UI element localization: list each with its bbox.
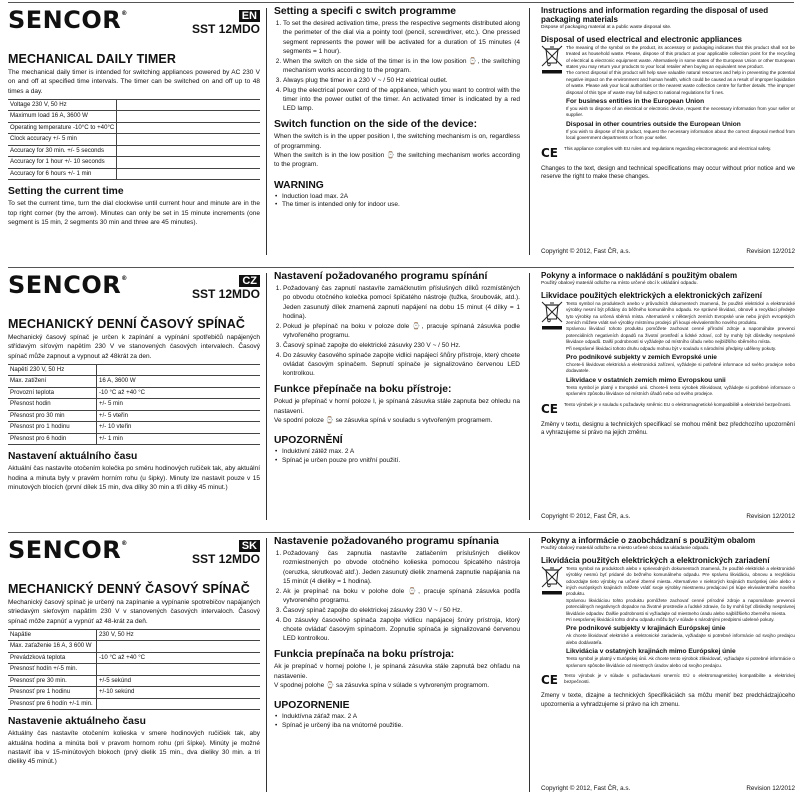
crossed-bin-icon xyxy=(541,301,563,333)
column-divider xyxy=(266,273,267,520)
spec-value xyxy=(97,664,261,676)
spec-label: Accuracy for 1 hour +/- 10 seconds xyxy=(8,157,117,169)
header xyxy=(8,0,260,52)
outside-eu-heading: Likvidácia v ostatných krajinách mimo Európskej únie xyxy=(566,648,736,656)
program-heading: Setting a specifi c switch programme xyxy=(274,6,456,17)
spec-label: Přesnost pro 6 hodin xyxy=(8,433,97,445)
column-program xyxy=(274,265,520,530)
list-item: 4. Plug the electrical power cord of the appliance, which you want to control with the timer into the power outlet of the timer. An activated timer is indicated by a red LED lamp. xyxy=(283,86,520,114)
ce-mark-icon: CE xyxy=(541,401,559,416)
program-steps xyxy=(274,549,520,643)
spec-value xyxy=(97,698,261,710)
footer xyxy=(541,513,795,520)
list-item: • Induktívna záťaž max. 2 A xyxy=(282,713,520,722)
spec-row xyxy=(8,399,260,411)
crossed-bin-icon xyxy=(541,45,563,77)
warning-heading: UPOZORNENIE xyxy=(274,700,350,712)
list-item: 4. Do zásuvky časového spínače zapojte vidlici napájecí šňůry přístroje, který chcete ovládat časovým spínačem. Sepnutí spínače je signalizováno červenou LED kontrolkou. xyxy=(283,351,520,379)
footer xyxy=(541,248,795,255)
outside-eu-text: If you wish to dispose of this product, request the necessary information about the correct disposal method from local government departments or from your seller. xyxy=(566,128,795,141)
spec-row xyxy=(8,157,260,169)
revision: Revision 12/2012 xyxy=(746,785,795,792)
ce-text: This appliance complies with EU rules and regulations regarding electromagnetic and electrical safety. xyxy=(564,145,772,151)
changes-text: Zmeny v texte, dizajne a technických špecifikáciách sa môžu meniť bez predchádzajúceho upozornenia a vyhradzujeme si právo na ich zmenu. xyxy=(541,693,795,708)
copyright: Copyright © 2012, Fast ČR, a.s. xyxy=(541,513,631,520)
column-intro xyxy=(8,0,260,265)
switch-heading: Switch function on the side of the device: xyxy=(274,119,478,131)
spec-value xyxy=(117,134,260,146)
spec-label: Accuracy for 30 min. +/- 5 seconds xyxy=(8,145,117,157)
list-item: 1. Požadovaný čas zapnutia nastavíte zatlačením príslušných dielikov rozmiestnených po obvode otočného kolieska pomocou špicatého nástroja (ceruzka, skrutkovač atď.). Jeden zasunutý dielik znamená zapnutie napájania na 15 minút (4 dieliky = 1 hodina). xyxy=(283,549,520,586)
spec-table xyxy=(8,629,260,711)
column-intro xyxy=(8,265,260,530)
weee-block xyxy=(541,566,795,669)
spec-label: Přesnost pro 30 min xyxy=(8,410,97,422)
weee-text: Tento symbol na produktoch alebo v sprievodných dokumentoch znamená, že použité elektrické a elektronické výrobky nesmú byť pridané do bežného komunálneho odpadu. Pre správnu likvidáciu, obnovu a recykláciu odovzdajte tieto výrobky na určené zberné miesta. Alternatívne v niektorých krajinách Európskej únie alebo v iných európskych krajinách môžete vrátiť svoje výrobky miestnemu predajcovi pri kúpe ekvivalentného nového produktu. xyxy=(566,565,795,597)
disposal-heading: Pokyny a informace o nakládání s použitým obalem xyxy=(541,271,738,280)
spec-label: Presnosť pre 30 min. xyxy=(8,675,97,687)
column-disposal xyxy=(541,265,795,530)
spec-row xyxy=(8,145,260,157)
spec-label: Max. zatížení xyxy=(8,376,97,388)
weee-text-3: Při nesprávné likvidaci tohoto druhu odpadu mohou být v souladu s národními předpisy uděleny pokuty. xyxy=(566,345,777,351)
spec-row xyxy=(8,629,260,641)
spec-label: Max. zaťaženie 16 A, 3 600 W xyxy=(8,641,97,653)
ce-block xyxy=(541,673,795,687)
packaging-text: Použitý obalový materiál odložte na miesto určené obcou na ukladanie odpadu. xyxy=(541,546,710,551)
warning-list xyxy=(274,448,520,465)
copyright: Copyright © 2012, Fast ČR, a.s. xyxy=(541,248,631,255)
weee-text-block xyxy=(566,45,795,142)
ce-mark-icon: CE xyxy=(541,673,559,688)
weee-heading: Likvidácia použitých elektrických a elektronických zariadení xyxy=(541,555,770,565)
list-item: 2. Ak je prepínač na boku v polohe dole ⌚, pracuje spínaná zásuvka podľa vytvoreného programu. xyxy=(283,587,520,606)
spec-value: -10 °C až +40 °C xyxy=(97,387,261,399)
list-item: • Spínač je určen pouze pro vnitřní použití. xyxy=(282,457,520,466)
set-time-heading: Setting the current time xyxy=(8,186,124,198)
column-disposal xyxy=(541,0,795,265)
spec-value xyxy=(117,145,260,157)
weee-text-block xyxy=(566,566,795,669)
weee-heading: Disposal of used electrical and electronic appliances xyxy=(541,34,742,44)
language-section-en xyxy=(0,0,802,265)
spec-label: Napětí 230 V, 50 Hz xyxy=(8,364,97,376)
spec-row xyxy=(8,387,260,399)
footer xyxy=(541,785,795,792)
spec-label: Presnosť pre 6 hodín +/-1 min. xyxy=(8,698,97,710)
spec-label: Clock accuracy +/- 5 min xyxy=(8,134,117,146)
weee-block xyxy=(541,301,795,398)
business-text: If you wish to dispose of an electrical or electronic device, request the necessary information from your seller or supplier. xyxy=(566,106,795,118)
packaging-text: Dispose of packaging material at a public waste disposal site. xyxy=(541,25,672,30)
warning-heading: UPOZORNĚNÍ xyxy=(274,435,343,447)
spec-row xyxy=(8,641,260,653)
copyright: Copyright © 2012, Fast ČR, a.s. xyxy=(541,785,631,792)
list-item: 1. To set the desired activation time, press the respective segments distributed along the perimeter of the dial via a pointy tool (pencil, screwdriver, etc.). One pressed segment represents the power will be activated for a duration of 15 minutes (4 segments = 1 hour). xyxy=(283,19,520,56)
weee-text-2: Správnou likvidáciou tohto produktu pomôžete zachovať cenné prírodné zdroje a napomáhate prevencii potenciálnych negatívnych dopadov na životné prostredie a ľudské zdravie, čo by mohli byť dôsledky nesprávnej likvidácie odpadov. Ďalšie podrobnosti si vyžiadajte od miestneho úradu alebo najbližšieho zberného miesta. xyxy=(566,597,795,616)
column-intro xyxy=(8,530,260,802)
warning-list xyxy=(274,713,520,730)
switch-text-upper: Pokud je přepínač v horní poloze I, je spínaná zásuvka stále zapnuta bez ohledu na nastavení. xyxy=(274,398,520,415)
spec-value xyxy=(117,157,260,169)
business-text: Chcete-li likvidovat elektrická a elektronická zařízení, vyžádejte si potřebné informace od svého prodejce nebo dodavatele. xyxy=(566,362,795,374)
column-program xyxy=(274,530,520,802)
spec-label: Presnosť hodín +/-5 min. xyxy=(8,664,97,676)
ce-text: Tento výrobek je v souladu s požadavky směrnic EU o elektromagnetické kompatibilitě a elektrické bezpečnosti. xyxy=(564,401,792,407)
spec-label: Provozní teplota xyxy=(8,387,97,399)
product-title: MECHANICKÝ DENNÍ ČASOVÝ SPÍNAČ xyxy=(8,317,246,331)
revision: Revision 12/2012 xyxy=(746,248,795,255)
program-heading: Nastavení požadovaného programu spínání xyxy=(274,271,488,282)
spec-value: 16 A, 3600 W xyxy=(97,376,261,388)
header xyxy=(8,265,260,317)
program-heading: Nastavenie požadovaného programu spínania xyxy=(274,536,499,547)
switch-text-lower: When the switch is in the low position ⌚ the switching mechanism works according to the program. xyxy=(274,152,520,169)
product-title: MECHANICAL DAILY TIMER xyxy=(8,52,176,66)
warning-heading: WARNING xyxy=(274,179,324,191)
set-time-text: Aktuálny čas nastavíte otočením kolieska v smere hodinových ručičiek tak, aby aktuálna hodina a minúta boli v pravom hornom rohu (pri šípke). Minúty je možné nastaviť iba v 15-minútových blokoch (prvý dielik 15 min., dva dieliky 30 min. a tri dieliky 45 minút.) xyxy=(8,730,260,766)
brand-logo: SENCOR® xyxy=(8,536,128,564)
product-title: MECHANICKÝ DENNÝ ČASOVÝ SPÍNAČ xyxy=(8,582,250,596)
changes-text: Změny v textu, designu a technických specifikací se mohou měnit bez předchozího upozornění a vyhrazujeme si právo na jejich změnu. xyxy=(541,421,795,437)
crossed-bin-icon xyxy=(541,566,563,598)
spec-value xyxy=(97,364,261,376)
spec-label: Napätie xyxy=(8,629,97,641)
list-item: 3. Časový spínač zapojte do elektrickej zásuvky 230 V ~ / 50 Hz. xyxy=(283,606,520,615)
column-divider xyxy=(266,8,267,255)
revision: Revision 12/2012 xyxy=(746,513,795,520)
model-number: SST 12MDO xyxy=(191,287,260,301)
weee-block xyxy=(541,45,795,142)
spec-value xyxy=(117,168,260,180)
spec-row xyxy=(8,410,260,422)
switch-text-lower: V spodnej polohe ⌚ sa zásuvka spína v súlade s vytvoreným programom. xyxy=(274,682,490,690)
switch-text-upper: Ak je prepínač v hornej polohe I, je spínaná zásuvka stále zapnutá bez ohľadu na nastavenie. xyxy=(274,663,520,680)
spec-row xyxy=(8,698,260,710)
disposal-heading: Instructions and information regarding the disposal of used packaging materials xyxy=(541,6,769,24)
spec-row xyxy=(8,122,260,134)
brand-logo: SENCOR® xyxy=(8,6,128,34)
spec-value: -10 °C až +40 °C xyxy=(97,652,261,664)
business-heading: Pre podnikové subjekty v krajinách Európskej únie xyxy=(566,625,726,633)
weee-text-2: Správnou likvidací tohoto produktu pomůžete zachovat cenné přírodní zdroje a napomáháte prevenci potenciálních negativních dopadů na životní prostředí a lidské zdraví, což by mohly být důsledky nesprávné likvidace odpadů. Další podrobnosti si vyžádejte od místního úřadu nebo nejbližšího sběrného místa. xyxy=(566,326,795,345)
spec-row xyxy=(8,433,260,445)
switch-heading: Funkce přepínače na boku přístroje: xyxy=(274,384,452,396)
list-item: 3. Časový spínač zapojte do elektrické zásuvky 230 V ~ / 50 Hz. xyxy=(283,341,520,350)
business-heading: For business entities in the European Union xyxy=(566,98,705,106)
language-badge: EN xyxy=(239,10,260,22)
weee-text-2: The correct disposal of this product will help save valuable natural resources and help in preventing the potential negative impact on the environment and human health, which could be caused as a result of improper liquidation of waste. Please ask your local authorities or the nearest waste collection centre for further details. The improper disposal of this type of waste may fall subject to national regulations for fi nes. xyxy=(566,70,795,95)
packaging-text: Použitý obalový materiál odložte na místo určené obcí k ukládání odpadu. xyxy=(541,281,698,286)
column-disposal xyxy=(541,530,795,802)
spec-value: +/-5 sekúnd xyxy=(97,675,261,687)
spec-label: Prevádzková teplota xyxy=(8,652,97,664)
weee-text: The meaning of the symbol on the product, its accessory or packaging indicates that this product shall not be treated as household waste. Please, dispose of this product at your applicable collection point for the recycling of electrical & electronic equipment waste. Alternatively in some states of the European Union or other European states you may return your products to your local retailer when buying an equivalent new product. xyxy=(566,44,795,70)
spec-value: +/- 10 vteřin xyxy=(97,422,261,434)
language-badge: CZ xyxy=(239,275,260,287)
spec-value xyxy=(117,111,260,123)
list-item: 3. Always plug the timer in a 230 V ~ / 50 Hz eletrical outlet. xyxy=(283,76,520,85)
column-divider xyxy=(266,538,267,792)
spec-label: Maximum load 16 A, 3600 W xyxy=(8,111,117,123)
spec-table xyxy=(8,99,260,181)
intro-text: The mechanical daily timer is intended for switching appliances powered by AC 230 V on and off at specified time intervals. The timer can be switched on and off up to 48 times a day. xyxy=(8,69,260,95)
spec-row xyxy=(8,376,260,388)
spec-row xyxy=(8,422,260,434)
intro-text: Mechanický časový spínač je určen k zapínání a vypínání spotřebičů napájených střídavým síťovým napětím 230 V ve stanovených časových intervalech. Časový spínač může zapnout a vypnout až 48krát za den. xyxy=(8,334,260,360)
list-item: • Induction load max. 2A xyxy=(282,193,520,202)
set-time-text: Aktuální čas nastavíte otočením kolečka po směru hodinových ručiček tak, aby aktuální hodina a minuta byly v pravém horním rohu (u šipky). Minuty lze nastavit pouze v 15 minutových blocích (první dílek 15 min, dva dílky 30 min a tři dílky 45 minut.) xyxy=(8,465,260,491)
brand-logo: SENCOR® xyxy=(8,271,128,299)
spec-value: +/-10 sekúnd xyxy=(97,687,261,699)
spec-row xyxy=(8,99,260,111)
switch-text-lower: Ve spodní poloze ⌚ se zásuvka spíná v souladu s vytvořeným programem. xyxy=(274,417,493,425)
outside-eu-heading: Disposal in other countries outside the European Union xyxy=(566,120,741,128)
spec-label: Accuracy for 6 hours +/- 1 min xyxy=(8,168,117,180)
spec-row xyxy=(8,364,260,376)
spec-row xyxy=(8,111,260,123)
switch-text-upper: When the switch is in the upper position I, the switching mechanism is on, regardless of programming. xyxy=(274,133,520,150)
list-item: 2. Pokud je přepínač na boku v poloze dole ⌚, pracuje spínaná zásuvka podle vytvořeného programu. xyxy=(283,322,520,341)
spec-value: +/- 5 vteřin xyxy=(97,410,261,422)
business-text: Ak chcete likvidovať elektrické a elektronické zariadenia, vyžiadajte si potrebné informácie od svojho predajcu alebo dodávateľa. xyxy=(566,633,795,645)
spec-label: Presnosť pre 1 hodinu xyxy=(8,687,97,699)
column-divider xyxy=(529,8,530,255)
spec-table xyxy=(8,364,260,446)
spec-row xyxy=(8,168,260,180)
program-steps xyxy=(274,284,520,378)
spec-row xyxy=(8,134,260,146)
outside-eu-text: Tento symbol je platný v Európskej únii. Ak chcete tento výrobok zlikvidovať, vyžiadajte si potrebné informácie o správnom spôsobe likvidácie od miestnych úradov alebo od svojho predajcu. xyxy=(566,656,795,668)
spec-value: +/- 1 min xyxy=(97,433,261,445)
weee-heading: Likvidace použitých elektrických a elektronických zařízení xyxy=(541,290,762,300)
set-time-heading: Nastavení aktuálního času xyxy=(8,451,138,463)
weee-text-block xyxy=(566,301,795,398)
list-item: • Induktivní zátěž max. 2 A xyxy=(282,448,520,457)
column-program xyxy=(274,0,520,265)
business-heading: Pro podnikové subjekty v zemích Evropské unie xyxy=(566,354,717,362)
outside-eu-heading: Likvidace v ostatních zemích mimo Evropskou unii xyxy=(566,376,726,384)
set-time-heading: Nastavenie aktuálneho času xyxy=(8,716,146,728)
ce-block xyxy=(541,402,795,416)
list-item: • The timer is intended only for indoor use. xyxy=(282,201,520,210)
spec-row xyxy=(8,664,260,676)
language-badge: SK xyxy=(239,540,260,552)
warning-list xyxy=(274,193,520,210)
spec-row xyxy=(8,675,260,687)
intro-text: Mechanický časový spínač je určený na zapínanie a vypínanie spotrebičov napájaných striedavým sieťovým napätím 230 V v stanovených časových intervaloch. Časový spínač môže zapnúť a vypnúť až 48-krát za deň. xyxy=(8,599,260,625)
ce-text: Tento výrobok je v súlade s požiadavkami smerníc EÚ o elektromagnetickej kompatibilite a elektrickej bezpečnosti. xyxy=(564,673,795,685)
model-number: SST 12MDO xyxy=(191,552,260,566)
spec-label: Přesnost hodin xyxy=(8,399,97,411)
model-number: SST 12MDO xyxy=(191,22,260,36)
spec-label: Operating temperature -10°C to +40°C xyxy=(8,122,117,134)
disposal-heading: Pokyny a informácie o zaobchádzaní s použitým obalom xyxy=(541,536,756,545)
changes-text: Changes to the text, design and technical specifications may occur without prior notice and we reserve the right to make these changes. xyxy=(541,165,795,181)
spec-row xyxy=(8,687,260,699)
spec-label: Voltage 230 V, 50 Hz xyxy=(8,99,117,111)
ce-mark-icon: CE xyxy=(541,145,559,160)
switch-heading: Funkcia prepínača na boku prístroja: xyxy=(274,649,455,661)
spec-label: Přesnost pro 1 hodinu xyxy=(8,422,97,434)
spec-value: 230 V, 50 Hz xyxy=(97,629,261,641)
list-item: • Spínač je určený iba na vnútorné použitie. xyxy=(282,722,520,731)
set-time-text: To set the current time, turn the dial clockwise until current hour and minute are in the top right corner (by the arrow). Minutes can only be set in 15 minute increments (one segment is 15 min, 2 segments 30 min and three are 45 minutes). xyxy=(8,200,260,226)
column-divider xyxy=(529,538,530,792)
language-section-sk xyxy=(0,530,802,802)
list-item: 4. Do zásuvky časového spínača zapojte vidlicu napájacej šnúry prístroja, ktorý chcete ovládať časovým spínačom. Zopnutie spínača je signalizované červenou LED kontrolkou. xyxy=(283,616,520,644)
list-item: 2. When the switch on the side of the timer is in the low position ⌚, the switching mechanism works according to the program. xyxy=(283,57,520,76)
outside-eu-text: Tento symbol je platný v Evropské unii. Chcete-li tento výrobek zlikvidovat, vyžádejte si potřebné informace o správném způsobu likvidace od místních úřadů nebo od svého prodejce. xyxy=(566,384,795,397)
language-section-cz xyxy=(0,265,802,530)
weee-text-3: Pri nesprávnej likvidácii tohto druhu odpadu môžu byť v súlade s národnými predpismi udelené pokuty. xyxy=(566,617,775,623)
column-divider xyxy=(529,273,530,520)
spec-value xyxy=(117,122,260,134)
spec-value xyxy=(97,641,261,653)
spec-value: +/- 5 min xyxy=(97,399,261,411)
spec-value xyxy=(117,99,260,111)
ce-block xyxy=(541,146,795,160)
header xyxy=(8,530,260,582)
weee-text: Tento symbol na produktech anebo v průvodních dokumentech znamená, že použité elektrické a elektronické výrobky nesmí být přidány do běžného komunálního odpadu. Ke správné likvidaci, obnově a recyklaci předejte tyto výrobky na určená sběrná místa. Alternativně v některých zemích Evropské unie nebo jiných evropských zemích můžete vrátit své výrobky místnímu prodejci při koupi ekvivalentního nového produktu. xyxy=(566,300,795,326)
spec-row xyxy=(8,652,260,664)
program-steps xyxy=(274,19,520,113)
list-item: 1. Požadovaný čas zapnutí nastavíte zamáčknutím příslušných dílků rozmístěných po obvodu otočného kolečka pomocí špičatého nástroje (tužka, šroubovák, atd.). Jeden zasunutý dílek znamená zapnutí napájení na dobu 15 minut (4 dílky = 1 hodina). xyxy=(283,284,520,321)
